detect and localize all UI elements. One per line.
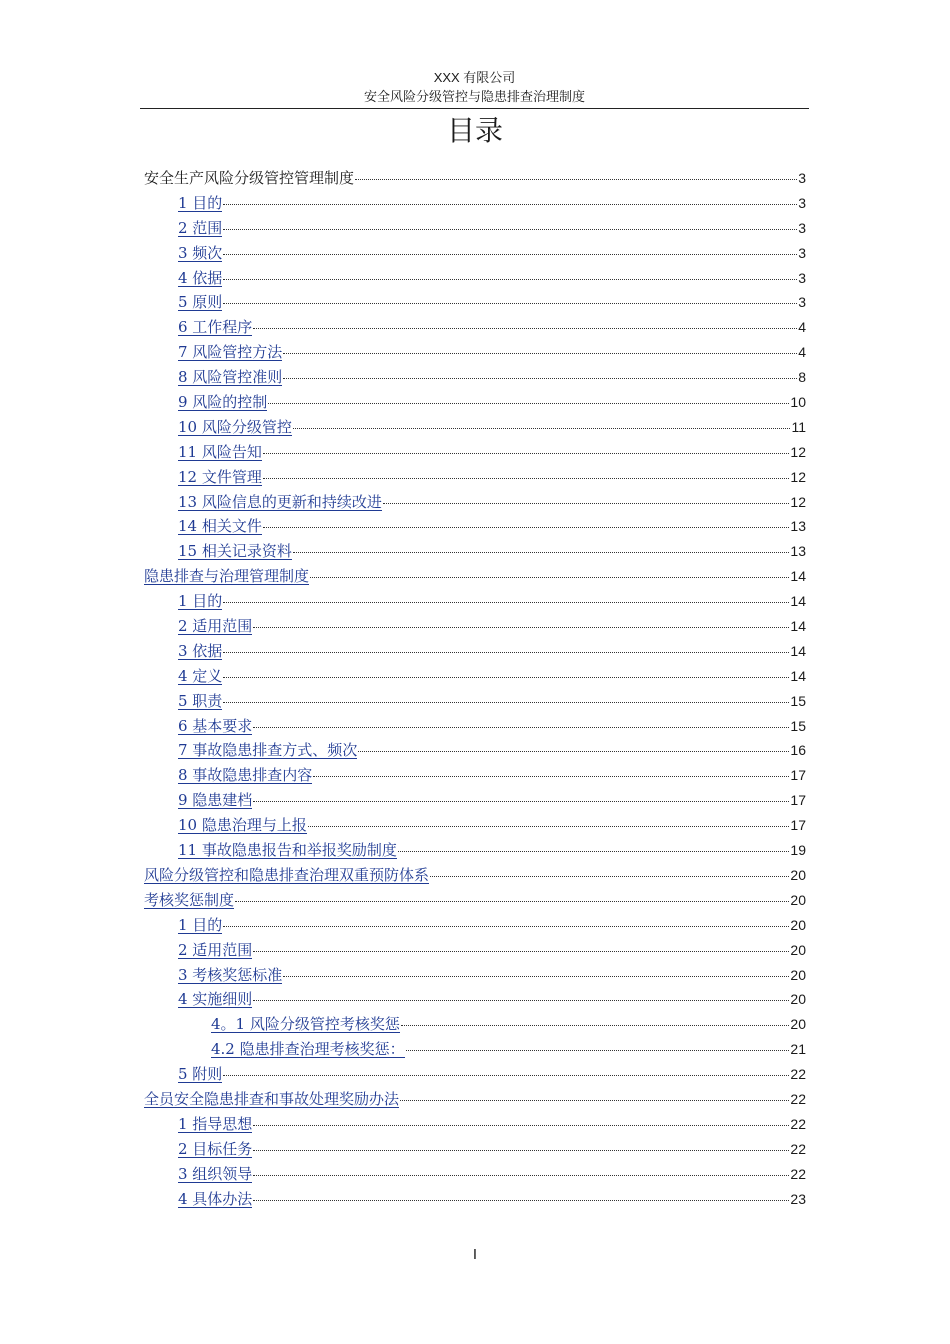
- toc-entry[interactable]: [144, 788, 806, 813]
- dot-leader: [223, 702, 789, 703]
- toc-entry-page: 22: [790, 1140, 806, 1157]
- toc-entry-label[interactable]: 13 风险信息的更新和持续改进: [178, 492, 382, 511]
- toc-entry-page: 20: [790, 866, 806, 883]
- toc-entry[interactable]: [144, 241, 806, 266]
- toc-entry-label[interactable]: 15 相关记录资料: [178, 542, 292, 561]
- toc-entry[interactable]: [144, 290, 806, 315]
- toc-entry[interactable]: [144, 564, 806, 589]
- toc-entry-label[interactable]: 5 附则: [178, 1065, 223, 1084]
- toc-entry[interactable]: [144, 987, 806, 1012]
- dot-leader: [223, 677, 789, 678]
- toc-entry-page: 3: [798, 294, 806, 311]
- dot-leader: [263, 478, 790, 479]
- toc-entry-label[interactable]: 4 具体办法: [178, 1189, 253, 1208]
- toc-entry[interactable]: [144, 714, 806, 739]
- toc-entry-label[interactable]: 12 文件管理: [178, 467, 262, 486]
- toc-entry-label: 安全生产风险分级管控管理制度: [144, 169, 355, 187]
- dot-leader: [293, 552, 790, 553]
- dot-leader: [263, 527, 790, 528]
- toc-entry[interactable]: [144, 589, 806, 614]
- toc-entry[interactable]: [144, 191, 806, 216]
- toc-entry-page: 20: [790, 966, 806, 983]
- toc-entry-page: 14: [790, 667, 806, 684]
- dot-leader: [253, 328, 797, 329]
- toc-entry-label[interactable]: 3 依据: [178, 641, 223, 660]
- toc-entry-label[interactable]: 考核奖惩制度: [144, 890, 235, 909]
- dot-leader: [406, 1050, 790, 1051]
- toc-entry-page: 4: [798, 344, 806, 361]
- dot-leader: [358, 751, 789, 752]
- toc-entry-label[interactable]: 2 目标任务: [178, 1139, 253, 1158]
- toc-entry-page: 10: [790, 394, 806, 411]
- toc-entry[interactable]: [144, 763, 806, 788]
- toc-entry-label[interactable]: 14 相关文件: [178, 517, 262, 536]
- toc-entry-label[interactable]: 7 风险管控方法: [178, 343, 283, 362]
- dot-leader: [253, 801, 789, 802]
- toc-entry[interactable]: [144, 913, 806, 938]
- dot-leader: [223, 229, 797, 230]
- toc-entry-page: 4: [798, 319, 806, 336]
- toc-entry-label[interactable]: 4.2 隐患排查治理考核奖惩：: [211, 1040, 405, 1059]
- toc-entry-label[interactable]: 1 目的: [178, 193, 223, 212]
- toc-entry-page: 19: [790, 842, 806, 859]
- dot-leader: [400, 1100, 789, 1101]
- toc-entry-label[interactable]: 9 风险的控制: [178, 393, 268, 412]
- toc-entry-page: 14: [790, 593, 806, 610]
- toc-entry[interactable]: [144, 1187, 806, 1212]
- toc-entry[interactable]: [144, 1137, 806, 1162]
- toc-entry-label[interactable]: 1 目的: [178, 915, 223, 934]
- toc-entry-label[interactable]: 4 依据: [178, 268, 223, 287]
- dot-leader: [223, 602, 789, 603]
- toc-entry-label[interactable]: 6 工作程序: [178, 318, 253, 337]
- toc-entry-label[interactable]: 11 事故隐患报告和举报奖励制度: [178, 841, 397, 860]
- toc-entry[interactable]: [144, 614, 806, 639]
- table-of-contents: [144, 166, 806, 1211]
- toc-entry[interactable]: [144, 1062, 806, 1087]
- toc-entry[interactable]: [144, 465, 806, 490]
- toc-entry[interactable]: [144, 863, 806, 888]
- dot-leader: [253, 1150, 789, 1151]
- toc-entry-label[interactable]: 2 范围: [178, 218, 223, 237]
- toc-entry[interactable]: [144, 813, 806, 838]
- toc-entry-page: 21: [790, 1041, 806, 1058]
- toc-entry[interactable]: [144, 938, 806, 963]
- toc-entry-page: 22: [790, 1066, 806, 1083]
- toc-entry-page: 13: [790, 518, 806, 535]
- toc-entry-page: 15: [790, 692, 806, 709]
- toc-entry-page: 22: [790, 1165, 806, 1182]
- toc-entry-label[interactable]: 10 隐患治理与上报: [178, 816, 307, 835]
- toc-entry-page: 8: [798, 369, 806, 386]
- toc-entry-label[interactable]: 4 实施细则: [178, 990, 253, 1009]
- toc-entry-page: 13: [790, 543, 806, 560]
- toc-entry-page: 17: [790, 767, 806, 784]
- toc-entry-page: 3: [798, 194, 806, 211]
- toc-entry-page: 14: [790, 642, 806, 659]
- dot-leader: [293, 428, 791, 429]
- dot-leader: [268, 403, 789, 404]
- dot-leader: [313, 776, 789, 777]
- dot-leader: [308, 826, 790, 827]
- toc-entry-label[interactable]: 11 风险告知: [178, 442, 262, 461]
- toc-entry-label[interactable]: 8 风险管控准则: [178, 368, 283, 387]
- document-title: 安全风险分级管控与隐患排查治理制度: [363, 90, 585, 105]
- toc-entry-label[interactable]: 4 定义: [178, 666, 223, 685]
- toc-entry-page: 22: [790, 1115, 806, 1132]
- toc-entry[interactable]: [144, 490, 806, 515]
- dot-leader: [430, 876, 789, 877]
- toc-entry-label[interactable]: 5 职责: [178, 691, 223, 710]
- toc-entry-page: 3: [798, 170, 806, 186]
- dot-leader: [253, 1125, 789, 1126]
- dot-leader: [223, 279, 797, 280]
- dot-leader: [283, 353, 797, 354]
- toc-entry[interactable]: [144, 963, 806, 988]
- toc-entry[interactable]: [144, 514, 806, 539]
- toc-entry-page: 17: [790, 792, 806, 809]
- toc-entry[interactable]: [144, 664, 806, 689]
- toc-entry-page: 3: [798, 269, 806, 286]
- toc-entry[interactable]: [144, 838, 806, 863]
- toc-entry-label[interactable]: 4。1 风险分级管控考核奖惩: [211, 1015, 400, 1034]
- dot-leader: [283, 976, 789, 977]
- toc-entry[interactable]: [144, 1112, 806, 1137]
- dot-leader: [223, 1075, 789, 1076]
- toc-entry-label[interactable]: 3 组织领导: [178, 1164, 253, 1183]
- dot-leader: [253, 951, 789, 952]
- toc-entry-label[interactable]: 6 基本要求: [178, 716, 253, 735]
- page-number: I: [472, 1246, 478, 1263]
- toc-entry-label[interactable]: 8 事故隐患排查内容: [178, 766, 313, 785]
- dot-leader: [223, 926, 789, 927]
- dot-leader: [223, 204, 797, 205]
- dot-leader: [235, 901, 789, 902]
- dot-leader: [383, 503, 790, 504]
- toc-entry-page: 3: [798, 244, 806, 261]
- dot-leader: [253, 727, 789, 728]
- toc-entry[interactable]: [144, 266, 806, 291]
- toc-entry-page: 12: [790, 443, 806, 460]
- toc-entry-page: 14: [790, 618, 806, 635]
- toc-entry[interactable]: [144, 166, 806, 191]
- toc-heading: 目录: [446, 114, 503, 147]
- toc-entry[interactable]: [144, 639, 806, 664]
- toc-entry-page: 14: [790, 568, 806, 585]
- toc-entry[interactable]: [144, 539, 806, 564]
- toc-entry[interactable]: [144, 689, 806, 714]
- toc-entry-page: 22: [790, 1090, 806, 1107]
- toc-entry-label[interactable]: 7 事故隐患排查方式、频次: [178, 741, 358, 760]
- toc-entry-label[interactable]: 全员安全隐患排查和事故处理奖励办法: [144, 1089, 400, 1108]
- toc-entry[interactable]: [144, 1037, 806, 1062]
- dot-leader: [401, 1025, 790, 1026]
- toc-entry-label[interactable]: 3 考核奖惩标准: [178, 965, 283, 984]
- toc-entry[interactable]: [144, 1012, 806, 1037]
- toc-entry[interactable]: [144, 1087, 806, 1112]
- dot-leader: [398, 851, 790, 852]
- toc-entry-page: 3: [798, 219, 806, 236]
- dot-leader: [310, 577, 789, 578]
- toc-entry-label[interactable]: 2 适用范围: [178, 940, 253, 959]
- toc-entry-page: 12: [790, 468, 806, 485]
- toc-entry-label[interactable]: 10 风险分级管控: [178, 417, 292, 436]
- page-header: [140, 68, 809, 108]
- toc-entry-page: 11: [791, 418, 806, 435]
- toc-entry[interactable]: [144, 365, 806, 390]
- toc-entry-label[interactable]: 2 适用范围: [178, 617, 253, 636]
- toc-entry[interactable]: [144, 738, 806, 763]
- toc-entry-page: 20: [790, 916, 806, 933]
- toc-entry[interactable]: [144, 1162, 806, 1187]
- toc-entry-page: 16: [790, 742, 806, 759]
- toc-entry-label[interactable]: 隐患排查与治理管理制度: [144, 567, 310, 586]
- toc-entry-page: 12: [790, 493, 806, 510]
- dot-leader: [283, 378, 797, 379]
- toc-entry-page: 17: [790, 817, 806, 834]
- toc-entry[interactable]: [144, 216, 806, 241]
- toc-entry[interactable]: [144, 340, 806, 365]
- toc-entry-label[interactable]: 9 隐患建档: [178, 791, 253, 810]
- toc-entry-label[interactable]: 1 指导思想: [178, 1114, 253, 1133]
- dot-leader: [223, 652, 789, 653]
- toc-entry[interactable]: [144, 415, 806, 440]
- dot-leader: [223, 254, 797, 255]
- toc-entry[interactable]: [144, 440, 806, 465]
- header-divider: [140, 108, 809, 109]
- toc-entry-page: 20: [790, 991, 806, 1008]
- toc-entry[interactable]: [144, 888, 806, 913]
- toc-entry-page: 20: [790, 1016, 806, 1033]
- toc-entry-label[interactable]: 3 频次: [178, 243, 223, 262]
- toc-entry[interactable]: [144, 315, 806, 340]
- toc-entry-label[interactable]: 1 目的: [178, 592, 223, 611]
- toc-entry-page: 20: [790, 891, 806, 908]
- dot-leader: [253, 1200, 789, 1201]
- toc-entry-label[interactable]: 风险分级管控和隐患排查治理双重预防体系: [144, 865, 430, 884]
- dot-leader: [253, 1175, 789, 1176]
- toc-entry-page: 20: [790, 941, 806, 958]
- dot-leader: [253, 627, 789, 628]
- toc-entry[interactable]: [144, 390, 806, 415]
- dot-leader: [253, 1000, 789, 1001]
- dot-leader: [355, 179, 797, 180]
- dot-leader: [223, 303, 797, 304]
- toc-entry-page: 23: [790, 1190, 806, 1207]
- toc-entry-label[interactable]: 5 原则: [178, 293, 223, 312]
- dot-leader: [263, 453, 790, 454]
- toc-entry-page: 15: [790, 717, 806, 734]
- company-name: XXX 有限公司: [433, 70, 516, 85]
